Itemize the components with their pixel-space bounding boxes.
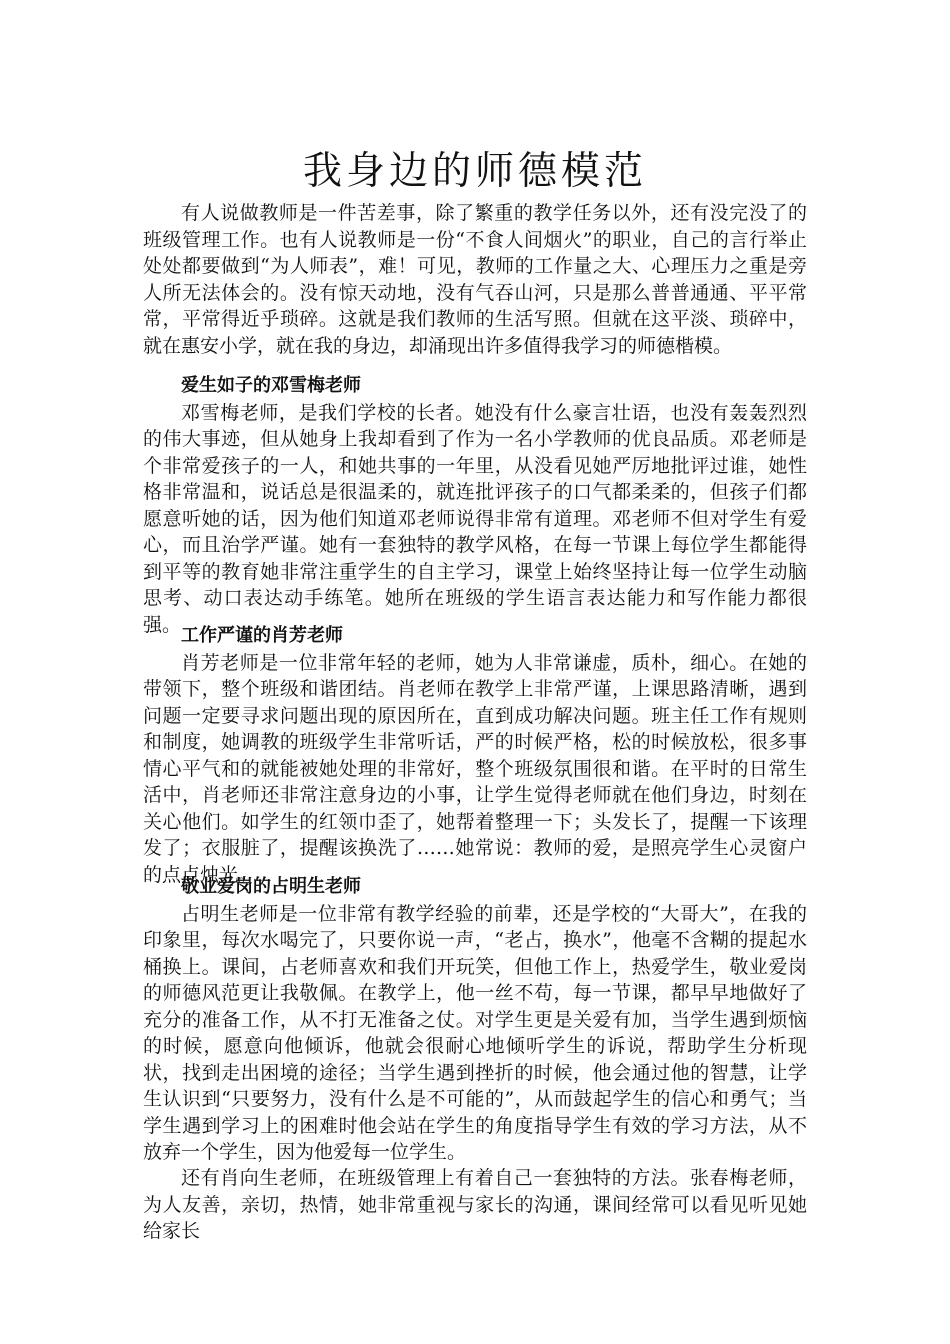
closing-paragraph: 还有肖向生老师，在班级管理上有着自己一套独特的方法。张春梅老师，为人友善，亲切，热情，她非常重视与家长的沟通，课间经常可以看见听见她给家长 xyxy=(143,1167,807,1242)
section-paragraph: 占明生老师是一位非常有教学经验的前辈，还是学校的“大哥大”，在我的印象里，每次水喝完了，只要你说一声，“老占，换水”，他毫不含糊的提起水桶换上。课间，占老师喜欢和我们开玩笑，但他工作上，热爱学生，敬业爱岗的师德风范更让我敬佩。在教学上，他一丝不苟，每一节课，都早早地做好了充分的准备工作，从不打无准备之仗。对学生更是关爱有加，当学生遇到烦恼的时候，愿意向他倾诉，他就会很耐心地倾听学生的诉说，帮助学生分析现状，找到走出困境的途径；当学生遇到挫折的时候，他会通过他的智慧，让学生认识到“只要努力，没有什么是不可能的”，从而鼓起学生的信心和勇气；当学生遇到学习上的困难时他会站在学生的角度指导学生有效的学习方法，从不放弃一个学生，因为他爱每一位学生。 xyxy=(143,902,807,1163)
closing-block xyxy=(143,1165,807,1245)
section-heading: 爱生如子的邓雪梅老师 xyxy=(181,375,361,396)
section-paragraph: 邓雪梅老师，是我们学校的长者。她没有什么豪言壮语，也没有轰轰烈烈的伟大事迹，但从她身上我却看到了作为一名小学教师的优良品质。邓老师是个非常爱孩子的一人，和她共事的一年里，从没看见她严厉地批评过谁，她性格非常温和，说话总是很温柔的，就连批评孩子的口气都柔柔的，但孩子们都愿意听她的话，因为他们知道邓老师说得非常有道理。邓老师不但对学生有爱心，而且治学严谨。她有一套独特的教学风格，在每一节课上每位学生都能得到平等的教育她非常注重学生的自主学习，课堂上始终坚持让每一位学生动脑思考、动口表达动手练笔。她所在班级的学生语言表达能力和写作能力都很强。 xyxy=(143,401,807,636)
section-xiao-fang xyxy=(143,623,807,888)
section-heading: 敬业爱岗的占明生老师 xyxy=(181,876,361,897)
document-title: 我身边的师德模范 xyxy=(302,149,647,194)
section-zhan-mingsheng xyxy=(143,874,807,1166)
intro-block xyxy=(143,200,807,359)
section-paragraph: 肖芳老师是一位非常年轻的老师，她为人非常谦虚，质朴，细心。在她的带领下，整个班级和谐团结。肖老师在教学上非常严谨，上课思路清晰，遇到问题一定要寻求问题出现的原因所在，直到成功解决问题。班主任工作有规则和制度，她调教的班级学生非常听话，严的时候严格，松的时候放松，很多事情心平气和的就能被她处理的非常好，整个班级氛围很和谐。在平时的日常生活中，肖老师还非常注意身边的小事，让学生觉得老师就在他们身边，时刻在关心他们。如学生的红领巾歪了，她帮着整理一下；头发长了，提醒一下该理发了；衣服脏了，提醒该换洗了……她常说：教师的爱，是照亮学生心灵窗户的点点烛光。 xyxy=(143,651,807,886)
section-deng-xuemei xyxy=(143,373,807,638)
section-heading: 工作严谨的肖芳老师 xyxy=(181,625,343,646)
intro-paragraph: 有人说做教师是一件苦差事，除了繁重的教学任务以外，还有没完没了的班级管理工作。也有人说教师是一份“不食人间烟火”的职业，自己的言行举止处处都要做到“为人师表”，难！可见，教师的工作量之大、心理压力之重是旁人所无法体会的。没有惊天动地，没有气吞山河，只是那么普普通通、平平常常，平常得近乎琐碎。这就是我们教师的生活写照。但就在这平淡、琐碎中，就在惠安小学，就在我的身边，却涌现出许多值得我学习的师德楷模。 xyxy=(143,202,807,357)
